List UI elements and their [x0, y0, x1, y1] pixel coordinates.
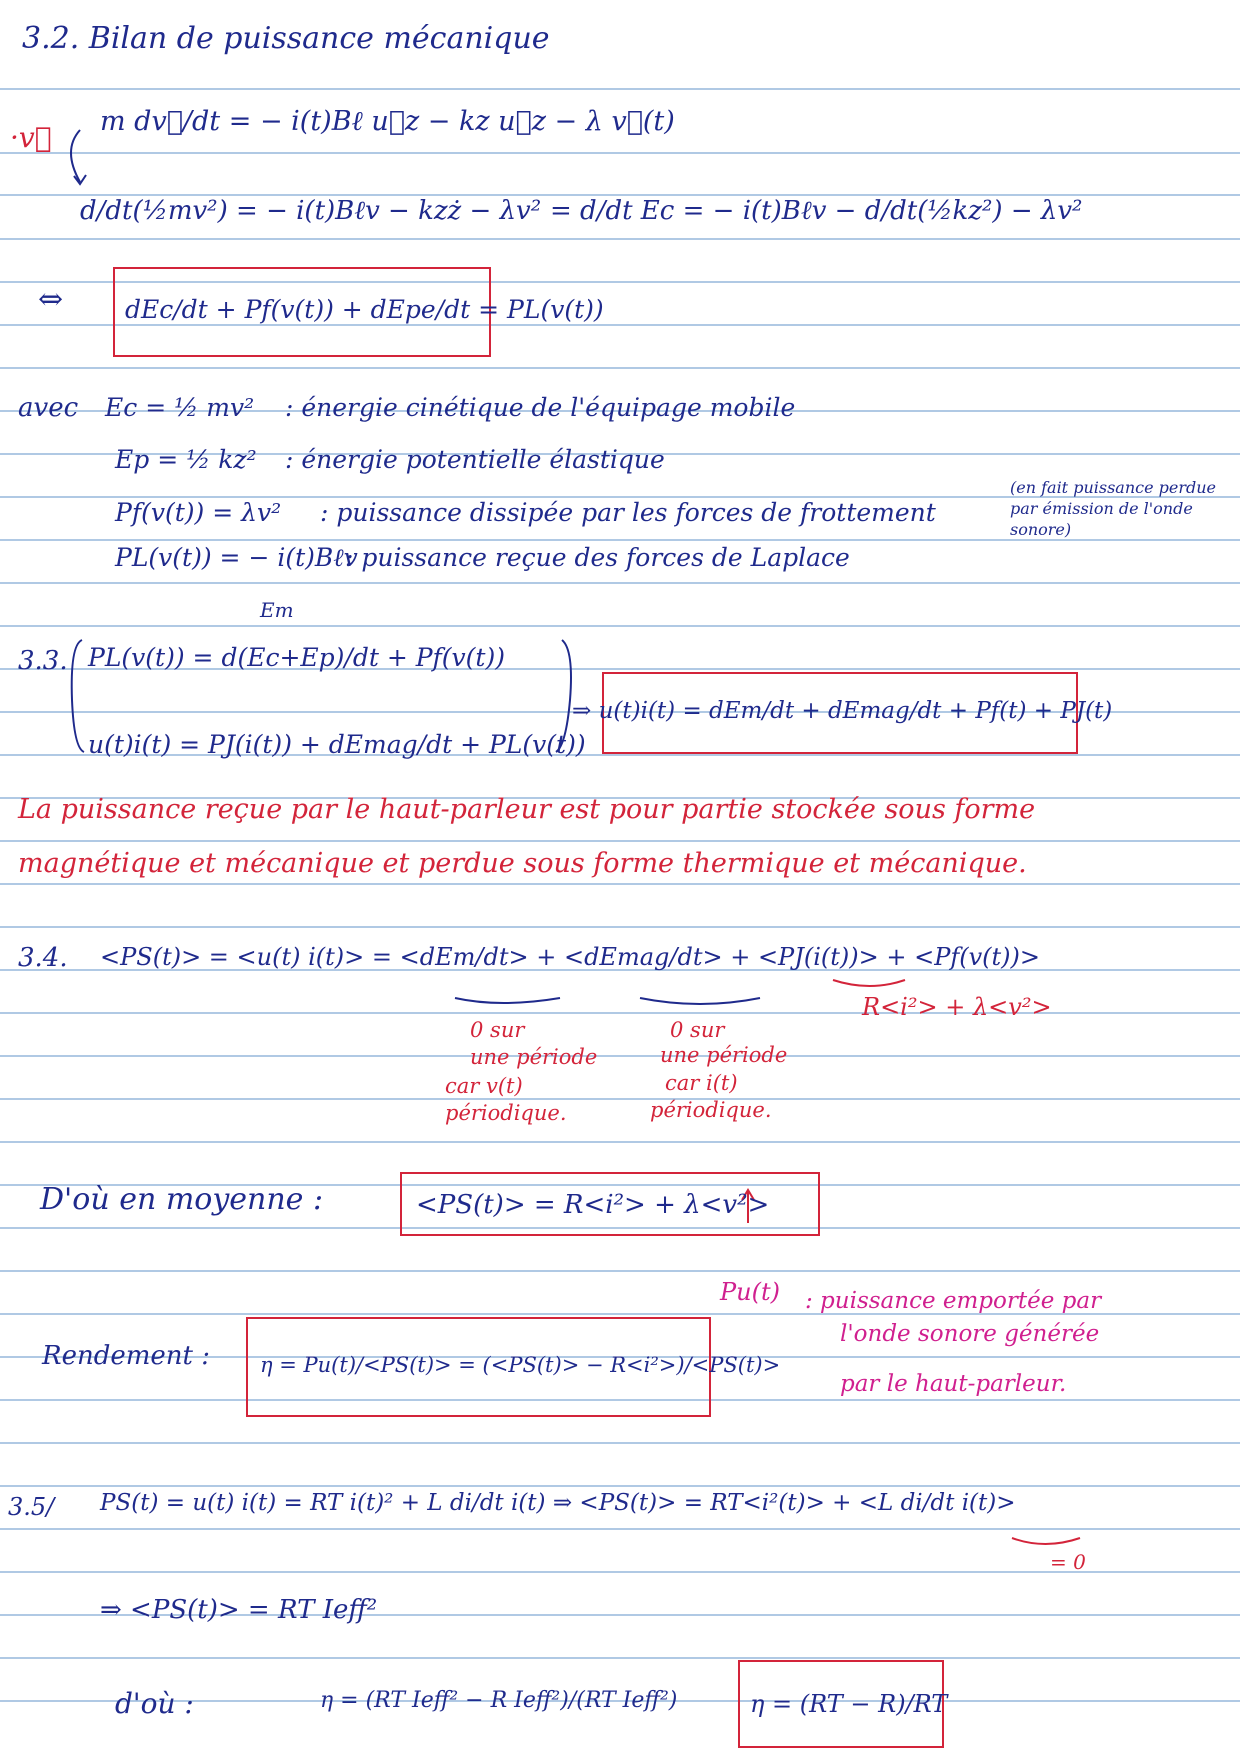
section-num-3-4: 3.4.	[18, 943, 68, 973]
equation-pl: PL(v(t)) = d(Ec+Ep)/dt + Pf(v(t))	[88, 643, 505, 672]
note-em-zero-2: une période	[470, 1045, 598, 1069]
avec-label: avec	[18, 393, 79, 423]
section-num-3-5: 3.5/	[8, 1493, 55, 1521]
dot-v-label: ·v⃗	[10, 121, 52, 154]
def-pf-desc: : puissance dissipée par les forces de frottement	[320, 498, 936, 527]
equation-newton: m dv⃗/dt = − i(t)Bℓ u⃗z − kz u⃗z − λ v⃗(t)	[100, 106, 675, 137]
mean-loss-terms: R<i²> + λ<v²>	[862, 993, 1052, 1021]
def-ec-desc: : énergie cinétique de l'équipage mobile	[285, 393, 796, 422]
donc-en-moyenne: D'où en moyenne :	[40, 1182, 324, 1217]
note-emag-zero-3: car i(t)	[665, 1071, 738, 1095]
useful-power-desc-2: l'onde sonore générée	[840, 1321, 1100, 1347]
equation-mean-power: <PS(t)> = <u(t) i(t)> = <dEm/dt> + <dEmag/dt> + <PJ(i(t))> + <Pf(v(t))>	[100, 943, 1040, 971]
def-pf-symbol: Pf(v(t)) = λv²	[115, 498, 282, 527]
boxed-power-balance	[113, 267, 604, 357]
equation-energy-left: d/dt(½mv²) = − i(t)Bℓv − kzż − λv²	[80, 196, 542, 226]
section-title-3-2: 3.2. Bilan de puissance mécanique	[22, 21, 550, 56]
equation-ui: u(t)i(t) = PJ(i(t)) + dEmag/dt + PL(v(t))	[88, 730, 586, 759]
note-emag-zero-2: une période	[660, 1043, 788, 1067]
note-em-zero-4: périodique.	[445, 1101, 567, 1125]
note-emag-zero-4: périodique.	[650, 1098, 772, 1122]
equation-energy-right: = d/dt Ec = − i(t)Bℓv − d/dt(½kz²) − λv²	[550, 196, 1083, 226]
boxed-mean-power-text: <PS(t)> = R<i²> + λ<v²>	[416, 1190, 770, 1220]
useful-power-desc-3: par le haut-parleur.	[840, 1371, 1067, 1397]
boxed-electrical-balance-text: ⇒ u(t)i(t) = dEm/dt + dEmag/dt + Pf(t) + PJ(t)	[572, 698, 1113, 724]
zero-term-label: = 0	[1050, 1550, 1086, 1574]
boxed-efficiency-text: η = Pu(t)/<PS(t)> = (<PS(t)> − R<i²>)/<PS(t)>	[260, 1353, 781, 1377]
useful-power-desc-1: : puissance emportée par	[805, 1288, 1102, 1314]
section-num-3-3: 3.3.	[18, 646, 68, 676]
def-ec-symbol: Ec = ½ mv²	[105, 393, 255, 422]
def-ep-symbol: Ep = ½ kz²	[115, 445, 257, 474]
red-comment-line-1: La puissance reçue par le haut-parleur est pour partie stockée sous forme	[18, 794, 1036, 825]
boxed-mean-power	[400, 1172, 820, 1236]
friction-note: (en fait puissance perdue par émission de l'onde sonore)	[1010, 478, 1217, 539]
equation-eta: η = (RT Ieff² − R Ieff²)/(RT Ieff²)	[320, 1688, 678, 1713]
rendement-label: Rendement :	[42, 1341, 210, 1371]
useful-power-symbol: Pu(t)	[720, 1278, 780, 1306]
em-overbrace-label: Em	[260, 598, 294, 622]
boxed-final-efficiency	[738, 1660, 948, 1748]
donc-label: d'où :	[115, 1687, 194, 1720]
def-pl-symbol: PL(v(t)) = − i(t)Bℓv	[115, 543, 358, 572]
boxed-efficiency	[246, 1317, 781, 1417]
def-pl-desc: : puissance reçue des forces de Laplace	[345, 543, 850, 572]
red-comment-line-2: magnétique et mécanique et perdue sous forme thermique et mécanique.	[18, 848, 1027, 879]
boxed-power-balance-text: dEc/dt + Pf(v(t)) + dEpe/dt = PL(v(t))	[125, 295, 604, 324]
note-emag-zero-1: 0 sur	[670, 1018, 725, 1042]
boxed-electrical-balance	[572, 672, 1113, 754]
def-ep-desc: : énergie potentielle élastique	[285, 445, 665, 474]
equation-ps-mean: ⇒ <PS(t)> = RT Ieff²	[100, 1595, 378, 1625]
equation-ps: PS(t) = u(t) i(t) = RT i(t)² + L di/dt i(t) ⇒ <PS(t)> = RT<i²(t)> + <L di/dt i(t)>	[100, 1490, 1016, 1516]
boxed-final-efficiency-text: η = (RT − R)/RT	[750, 1690, 948, 1718]
equivalent-symbol: ⇔	[38, 282, 64, 317]
note-em-zero-1: 0 sur	[470, 1018, 525, 1042]
note-em-zero-3: car v(t)	[445, 1074, 523, 1098]
